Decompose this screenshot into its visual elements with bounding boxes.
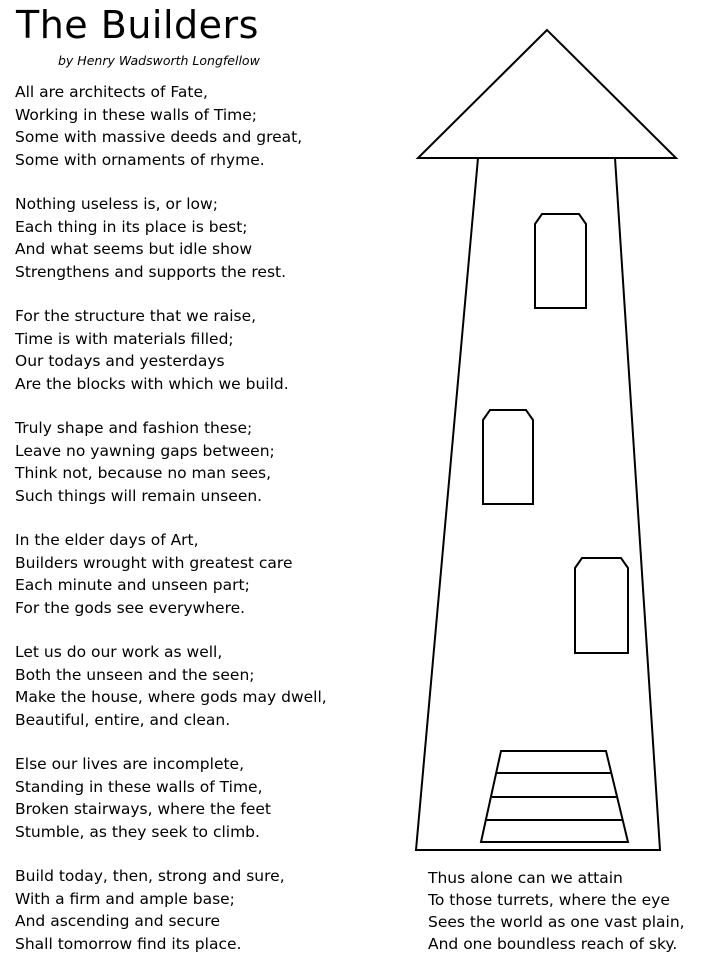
poem-line: Build today, then, strong and sure, (15, 867, 285, 885)
poem-line: And ascending and secure (15, 912, 220, 930)
poem-line: Let us do our work as well, (15, 643, 223, 661)
poem-line: For the structure that we raise, (15, 307, 257, 325)
poem-line: Both the unseen and the seen; (15, 665, 255, 684)
poem-line: Sees the world as one vast plain, (428, 913, 685, 931)
tower-window-top (535, 214, 586, 308)
poem-line: To those turrets, where the eye (428, 891, 670, 909)
poem-line: Nothing useless is, or low; (15, 195, 218, 213)
poem-line: Make the house, where gods may dwell, (15, 688, 327, 706)
poem-line: Some with massive deeds and great, (15, 128, 303, 146)
tower-window-bottom (575, 558, 628, 653)
poem-line: Some with ornaments of rhyme. (15, 150, 265, 169)
poem-line: Working in these walls of Time; (15, 105, 257, 124)
tower-window-middle (483, 410, 533, 504)
poem-line: Such things will remain unseen. (15, 486, 263, 505)
poem-title: The Builders (16, 3, 259, 47)
poem-line: Else our lives are incomplete, (15, 755, 245, 773)
poem-line: Shall tomorrow find its place. (15, 934, 242, 953)
poem-line: Thus alone can we attain (428, 869, 623, 887)
poem-line: Builders wrought with greatest care (15, 553, 293, 572)
poem-line: Our todays and yesterdays (15, 352, 225, 370)
poem-line: In the elder days of Art, (15, 531, 199, 549)
poem-line: With a firm and ample base; (15, 889, 235, 908)
poem-line: Leave no yawning gaps between; (15, 441, 275, 460)
poem-line: Are the blocks with which we build. (15, 374, 289, 393)
poem-line: Time is with materials filled; (15, 329, 234, 348)
poem-line: Each minute and unseen part; (15, 576, 250, 594)
poem-line: Standing in these walls of Time, (15, 777, 263, 796)
poem-line: For the gods see everywhere. (15, 598, 246, 617)
poem-line: Strengthens and supports the rest. (15, 262, 287, 281)
poem-line: All are architects of Fate, (15, 83, 208, 101)
poem-line: And what seems but idle show (15, 240, 253, 258)
poem-line: Beautiful, entire, and clean. (15, 710, 231, 729)
poem-byline: by Henry Wadsworth Longfellow (58, 53, 260, 68)
poem-line: Broken stairways, where the feet (15, 800, 271, 818)
tower-roof (418, 30, 676, 158)
poem-line: Stumble, as they seek to climb. (15, 822, 260, 841)
poem-line: Think not, because no man sees, (15, 464, 272, 482)
poem-line: Each thing in its place is best; (15, 217, 248, 236)
poem-line: Truly shape and fashion these; (15, 419, 253, 437)
poem-line: And one boundless reach of sky. (428, 935, 678, 953)
